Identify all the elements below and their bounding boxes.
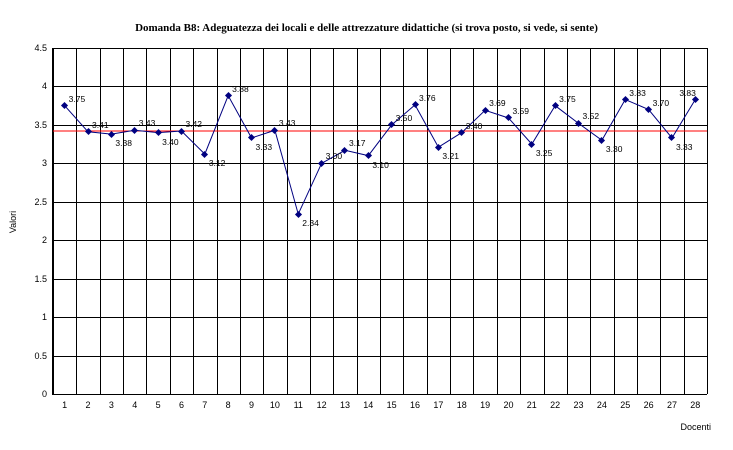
data-point-label: 3.38 (115, 138, 132, 149)
data-series-line (53, 48, 707, 394)
x-axis-tick-label: 1 (62, 400, 68, 410)
data-point-label: 3.43 (138, 118, 156, 129)
data-point-label: 3.42 (185, 119, 202, 130)
x-axis-tick-label: 25 (620, 400, 631, 410)
x-axis-tick-label: 2 (85, 400, 91, 410)
y-axis-tick-label: 3 (41, 158, 47, 169)
y-axis-title-label: Valori (8, 210, 18, 233)
x-axis-tick-label: 23 (573, 400, 584, 410)
data-point-label: 3.43 (278, 118, 296, 129)
data-point-label: 3.25 (535, 148, 553, 159)
data-point-label: 3.40 (162, 136, 179, 147)
data-point-label: 3.12 (208, 158, 226, 169)
y-axis-tick-label: 1.5 (34, 273, 47, 284)
y-axis-tick-label: 2.5 (34, 196, 47, 207)
data-point-label: 3.52 (582, 111, 600, 122)
gridline-vertical (707, 48, 708, 394)
x-axis-tick-label: 5 (155, 400, 161, 410)
y-axis-tick-label: 3.5 (34, 119, 47, 130)
x-axis-tick-label: 28 (690, 400, 701, 410)
data-point-label: 3.10 (372, 159, 389, 170)
x-axis-tick-label: 20 (503, 400, 514, 410)
x-axis-tick-label: 26 (643, 400, 654, 410)
x-axis-tick-label: 18 (456, 400, 467, 410)
data-point-label: 3.40 (465, 120, 483, 131)
x-axis-tick-label: 11 (293, 400, 303, 410)
gridline (53, 394, 707, 395)
x-axis-title: Docenti (680, 422, 711, 432)
data-point-label: 3.88 (232, 83, 249, 94)
x-axis-tick-label: 6 (178, 400, 184, 410)
data-point-label: 3.33 (255, 141, 273, 152)
data-point-label: 3.17 (348, 138, 366, 149)
data-point-label: 3.75 (68, 93, 86, 104)
x-axis-tick-label: 13 (339, 400, 350, 410)
data-point-label: 3.83 (679, 87, 696, 98)
chart-title: Domanda B8: Adeguatezza dei locali e delle attrezzature didattiche (si trova posto, si vede, si sente) (135, 22, 598, 34)
x-axis-tick-label: 12 (316, 400, 327, 410)
y-axis-tick-label: 1 (41, 312, 47, 323)
plot-area (34, 43, 707, 410)
x-axis-tick-label: 3 (108, 400, 114, 410)
data-point-label: 3.69 (489, 98, 506, 109)
y-axis-tick-label: 4.5 (34, 43, 47, 53)
data-point-label: 3.76 (419, 92, 436, 103)
x-axis-tick-label: 15 (386, 400, 397, 410)
x-axis-tick-label: 4 (132, 400, 138, 410)
data-point-label: 3.33 (675, 141, 693, 152)
data-point-label: 3.21 (442, 151, 459, 162)
x-axis-tick-label: 10 (269, 400, 280, 410)
data-point-label: 3.00 (325, 151, 343, 162)
y-axis-tick-label: 2 (41, 235, 47, 246)
data-point-label: 3.30 (605, 144, 623, 155)
data-point-label: 3.41 (92, 119, 109, 130)
data-point-label: 3.83 (629, 87, 646, 98)
x-axis-tick-label: 8 (225, 400, 231, 410)
data-point-label: 3.50 (395, 112, 413, 123)
y-axis-title (6, 48, 20, 395)
x-axis-tick-label: 22 (550, 400, 561, 410)
data-point-label: 3.59 (512, 105, 529, 116)
x-axis-tick-label: 21 (526, 400, 537, 410)
x-axis-tick-label: 24 (596, 400, 607, 410)
x-axis-tick-label: 14 (363, 400, 374, 410)
x-axis-tick-label: 27 (666, 400, 677, 410)
x-axis-tick-label: 7 (202, 400, 208, 410)
y-axis-tick-label: 0.5 (34, 350, 47, 361)
y-axis-tick-label: 0 (41, 389, 47, 399)
data-point-label: 3.70 (652, 97, 670, 108)
data-point-label: 3.75 (559, 93, 576, 104)
x-axis-tick-label: 19 (480, 400, 491, 410)
data-point-label: 2.34 (302, 218, 319, 229)
x-axis-tick-label: 16 (410, 400, 421, 410)
x-axis-tick-label: 9 (249, 400, 255, 410)
y-axis-tick-label: 4 (41, 81, 47, 92)
x-axis-tick-label: 17 (433, 400, 444, 410)
